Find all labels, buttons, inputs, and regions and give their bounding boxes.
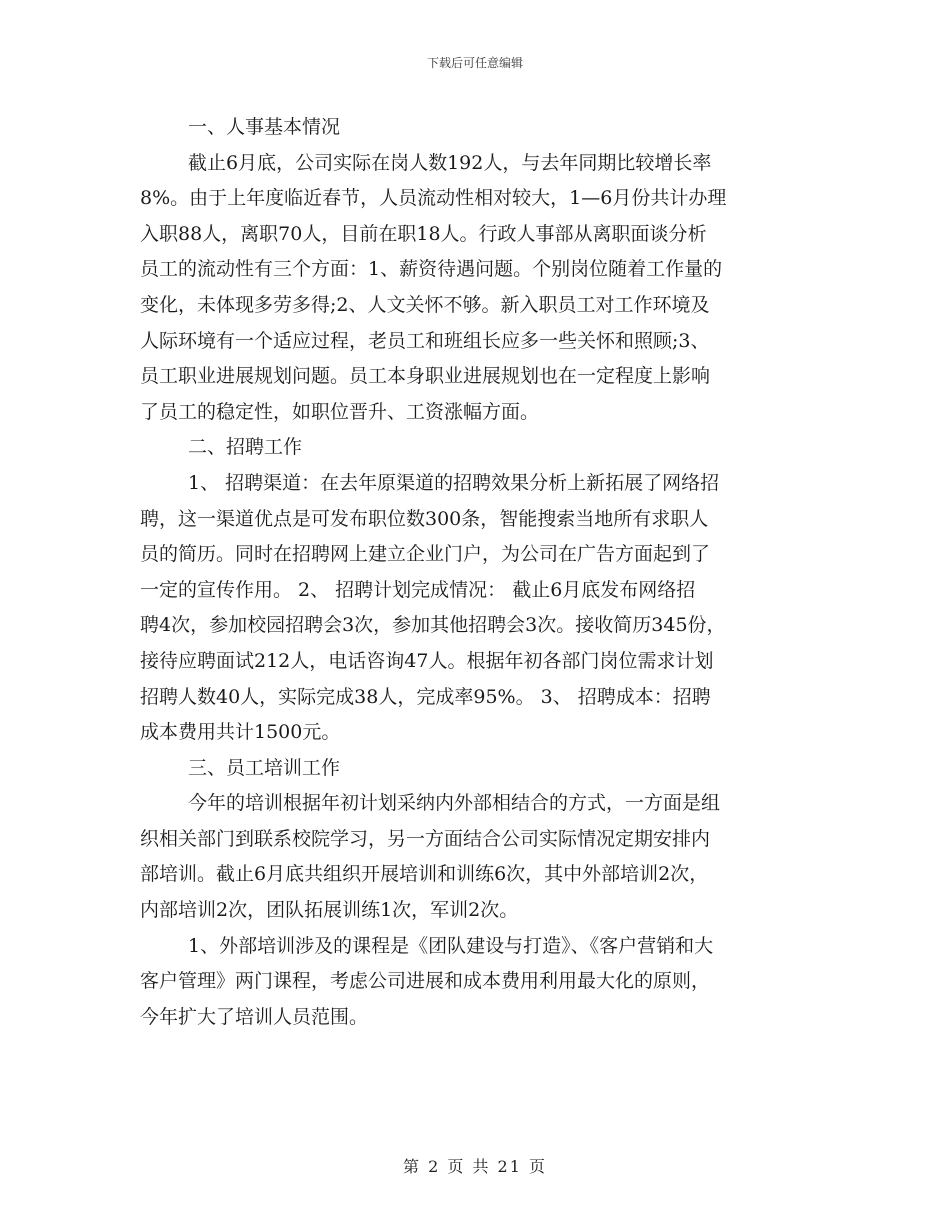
text-line: 招聘人数40人，实际完成38人，完成率95%。 3、 招聘成本：招聘 <box>140 685 711 708</box>
text-line: 一定的宣传作用。 2、 招聘计划完成情况： 截止6月底发布网络招 <box>140 578 696 601</box>
text-line: 二、招聘工作 <box>188 436 303 459</box>
text-line: 变化，未体现多劳多得;2、人文关怀不够。新入职员工对工作环境及 <box>140 293 710 316</box>
text-line: 了员工的稳定性，如职位晋升、工资涨幅方面。 <box>140 400 540 423</box>
text-line: 8%。由于上年度临近春节，人员流动性相对较大，1—6月份共计办理 <box>140 187 727 210</box>
page-footer: 第 2 页 共 21 页 <box>403 1157 547 1176</box>
text-line: 三、员工培训工作 <box>188 756 341 779</box>
text-line: 客户管理》两门课程，考虑公司进展和成本费用利用最大化的原则， <box>140 970 711 993</box>
text-line: 员的简历。同时在招聘网上建立企业门户，为公司在广告方面起到了 <box>140 543 711 566</box>
text-line: 今年扩大了培训人员范围。 <box>140 1005 369 1028</box>
text-line: 1、 招聘渠道：在去年原渠道的招聘效果分析上新拓展了网络招 <box>188 471 720 494</box>
text-line: 接待应聘面试212人，电话咨询47人。根据年初各部门岗位需求计划 <box>140 649 714 672</box>
text-line: 内部培训2次，团队拓展训练1次，军训2次。 <box>140 899 519 922</box>
text-line: 员工的流动性有三个方面：1、薪资待遇问题。个别岗位随着工作量的 <box>140 258 723 281</box>
text-line: 员工职业进展规划问题。员工本身职业进展规划也在一定程度上影响 <box>140 365 711 388</box>
text-line: 一、人事基本情况 <box>188 116 341 138</box>
document-body <box>140 110 820 1035</box>
text-line: 织相关部门到联系校院学习，另一方面结合公司实际情况定期安排内 <box>140 827 711 850</box>
text-line: 部培训。截止6月底共组织开展培训和训练6次，其中外部培训2次， <box>140 863 709 886</box>
text-line: 入职88人，离职70人，目前在职18人。行政人事部从离职面谈分析 <box>140 222 707 245</box>
text-line: 聘，这一渠道优点是可发布职位数300条，智能搜索当地所有求职人 <box>140 507 709 530</box>
header-note: 下载后可任意编辑 <box>426 56 523 70</box>
text-line: 1、外部培训涉及的课程是《团队建设与打造》、《客户营销和大 <box>188 934 714 957</box>
text-line: 今年的培训根据年初计划采纳内外部相结合的方式，一方面是组 <box>188 792 721 815</box>
text-line: 聘4次，参加校园招聘会3次，参加其他招聘会3次。接收简历345份， <box>140 614 726 637</box>
text-line: 成本费用共计1500元。 <box>140 721 341 744</box>
text-line: 人际环境有一个适应过程，老员工和班组长应多一些关怀和照顾;3、 <box>140 329 710 352</box>
text-line: 截止6月底，公司实际在岗人数192人，与去年同期比较增长率 <box>188 151 712 174</box>
